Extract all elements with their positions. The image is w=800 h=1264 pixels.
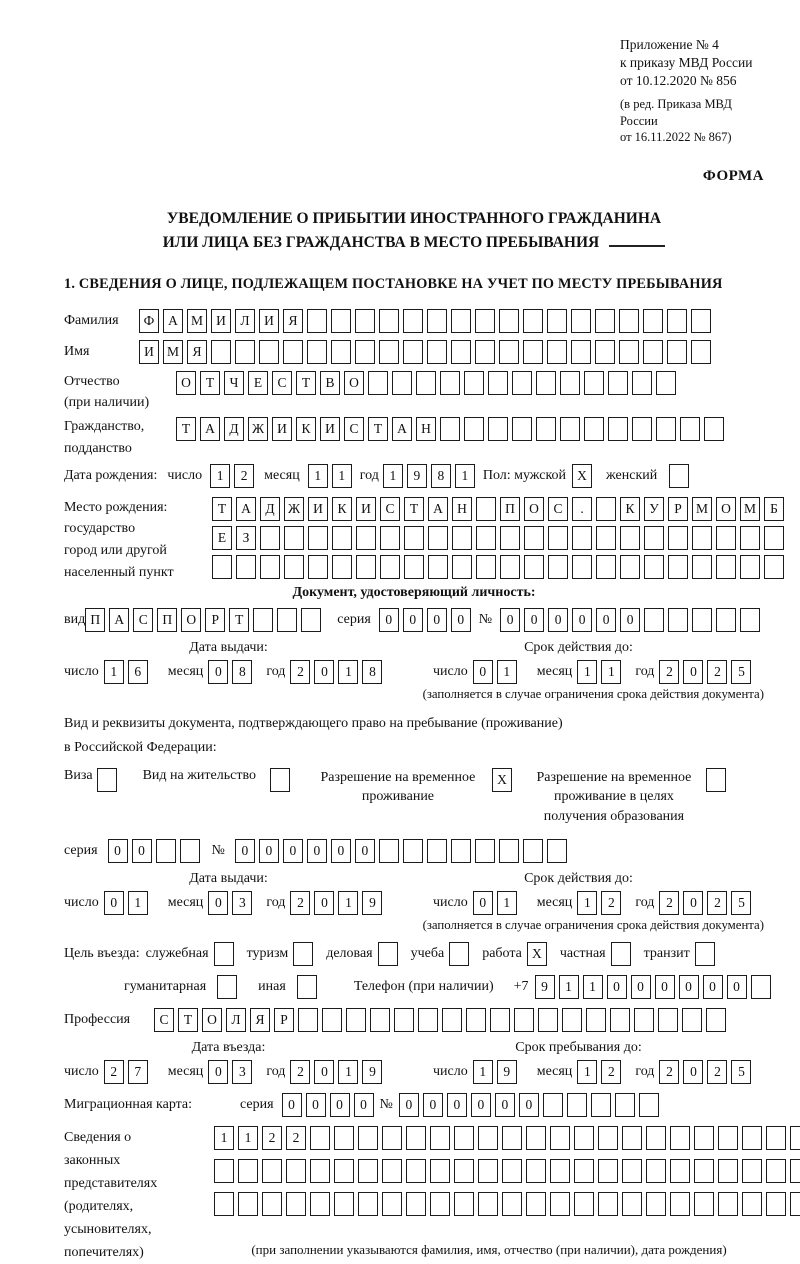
- residence-validity-note: (заполняется в случае ограничения срока действия документа): [422, 917, 764, 932]
- purpose-humanitarian: гуманитарная: [124, 975, 241, 999]
- edu-permit-option: [530, 768, 730, 827]
- residence-permit-option: [143, 768, 294, 792]
- birth-place-cells-row2[interactable]: Е З: [212, 526, 788, 550]
- id-doc-number-label: №: [478, 612, 493, 628]
- migration-number-label: №: [379, 1096, 393, 1112]
- purpose-row-1: [64, 942, 764, 966]
- month-label: месяц: [264, 467, 300, 483]
- forma-label: ФОРМА: [702, 168, 764, 185]
- entry-day-cells[interactable]: 2 7: [104, 1060, 152, 1084]
- birth-date-row: [64, 464, 764, 488]
- residence-issue-day-cells[interactable]: 0 1: [104, 891, 152, 915]
- residence-doc-options: [64, 768, 764, 827]
- residence-series-cells[interactable]: 0 0: [108, 839, 204, 863]
- form-title-line1: УВЕДОМЛЕНИЕ О ПРИБЫТИИ ИНОСТРАННОГО ГРАЖДАНИНА: [166, 210, 662, 228]
- purpose-study: учеба: [411, 942, 474, 966]
- purpose-private: частная: [560, 942, 635, 966]
- entry-date-title: Дата въезда:: [191, 1039, 266, 1055]
- representatives-cells-row2[interactable]: [214, 1159, 800, 1183]
- surname-label: Фамилия: [64, 312, 119, 328]
- id-doc-valid-year-cells[interactable]: 2 0 2 5: [659, 660, 755, 684]
- given-name-cells[interactable]: И М Я: [139, 340, 715, 364]
- migration-card-label: Миграционная карта:: [64, 1096, 193, 1112]
- citizenship-label: Гражданство, подданство: [64, 419, 145, 456]
- id-doc-issue-title: Дата выдачи:: [189, 640, 268, 656]
- visa-option: [64, 768, 121, 792]
- birth-place-label: Место рождения: государство город или другой населенный пункт: [64, 499, 174, 580]
- temp-permit-checkbox[interactable]: X: [492, 768, 516, 792]
- purpose-transit-checkbox[interactable]: [695, 942, 719, 966]
- sex-male-checkbox[interactable]: X: [572, 464, 596, 488]
- purpose-official-checkbox[interactable]: [214, 942, 238, 966]
- purpose-tourism-checkbox[interactable]: [293, 942, 317, 966]
- section-1-title: 1. СВЕДЕНИЯ О ЛИЦЕ, ПОДЛЕЖАЩЕМ ПОСТАНОВКЕ НА УЧЕТ ПО МЕСТУ ПРЕБЫВАНИЯ: [64, 275, 723, 292]
- residence-issue-month-cells[interactable]: 0 3: [208, 891, 256, 915]
- purpose-work-checkbox[interactable]: X: [527, 942, 551, 966]
- id-doc-number-cells[interactable]: 0 0 0 0 0 0: [500, 608, 764, 632]
- residence-doc-dates-block: Дата выдачи: число 0 1 месяц 0 3 год 2 0 1 9 Срок действия до: число 0 1 месяц 1 2 год 2 0 2 5 (заполняется в случае ограничения срока действия документа): [64, 870, 764, 932]
- edu-permit-checkbox[interactable]: [706, 768, 730, 792]
- stay-until-title: Срок пребывания до:: [515, 1039, 642, 1055]
- residence-valid-title: Срок действия до:: [524, 870, 633, 886]
- id-doc-dates-block: Дата выдачи: число 1 6 месяц 0 8 год 2 0 1 8 Срок действия до: число 0 1 месяц 1 1 год 2 0 2 5 (заполняется в случае ограничения срока действия документа): [64, 640, 764, 702]
- representatives-cells-row3[interactable]: [214, 1192, 800, 1216]
- id-doc-series-label: серия: [337, 612, 371, 628]
- residence-series-label: серия: [64, 842, 98, 858]
- id-doc-valid-month-cells[interactable]: 1 1: [577, 660, 625, 684]
- stay-year-cells[interactable]: 2 0 2 5: [659, 1060, 755, 1084]
- purpose-study-checkbox[interactable]: [449, 942, 473, 966]
- representatives-note: (при заполнении указываются фамилия, имя, отчество (при наличии), дата рождения): [251, 1242, 727, 1258]
- visa-label: Виза: [64, 767, 93, 783]
- stay-day-cells[interactable]: 1 9: [473, 1060, 521, 1084]
- header-edit-note: (в ред. Приказа МВД России: [620, 96, 732, 128]
- birth-day-cells[interactable]: 1 2: [210, 464, 258, 488]
- header-edit-note: от 16.11.2022 № 867): [620, 130, 732, 145]
- patronymic-cells[interactable]: О Т Ч Е С Т В О: [176, 371, 680, 395]
- birth-year-cells[interactable]: 1 9 8 1: [383, 464, 479, 488]
- header-line: от 10.12.2020 № 856: [620, 73, 737, 89]
- given-name-label: Имя: [64, 343, 90, 359]
- surname-cells[interactable]: Ф А М И Л И Я: [139, 309, 715, 333]
- id-doc-issue-year-cells[interactable]: 2 0 1 8: [290, 660, 386, 684]
- title-blank-line: [609, 233, 665, 247]
- purpose-official: служебная: [146, 942, 238, 966]
- phone-label: Телефон (при наличии): [353, 978, 494, 994]
- header-line: к приказу МВД России: [620, 55, 753, 71]
- purpose-private-checkbox[interactable]: [611, 942, 635, 966]
- patronymic-row: [64, 371, 764, 414]
- representatives-cells-row1[interactable]: 1 1 2 2: [214, 1126, 800, 1150]
- residence-issue-title: Дата выдачи:: [189, 870, 268, 886]
- patronymic-label: Отчество (при наличии): [64, 373, 150, 411]
- id-doc-validity-note: (заполняется в случае ограничения срока действия документа): [422, 687, 764, 702]
- year-label: год: [359, 467, 379, 483]
- purpose-work: работа X: [482, 942, 551, 966]
- residence-permit-checkbox[interactable]: [270, 768, 294, 792]
- stay-month-cells[interactable]: 1 2: [577, 1060, 625, 1084]
- residence-doc-series-row: [64, 839, 764, 863]
- birth-place-row: [64, 497, 778, 584]
- entry-year-cells[interactable]: 2 0 1 9: [290, 1060, 386, 1084]
- birth-date-label: Дата рождения:: [64, 467, 158, 483]
- id-doc-series-cells[interactable]: 0 0 0 0: [379, 608, 475, 632]
- purpose-humanitarian-checkbox[interactable]: [217, 975, 241, 999]
- residence-number-label: №: [211, 842, 225, 858]
- profession-row: [64, 1008, 764, 1032]
- migration-number-cells[interactable]: 0 0 0 0 0 0: [399, 1093, 663, 1117]
- temp-permit-option: [312, 768, 516, 807]
- header-line: Приложение № 4: [620, 37, 719, 52]
- residence-permit-label: Вид на жительство: [142, 767, 256, 783]
- citizenship-cells[interactable]: Т А Д Ж И К И С Т А Н: [176, 417, 728, 441]
- birth-place-cells-row3[interactable]: [212, 555, 788, 579]
- purpose-business: деловая: [326, 942, 401, 966]
- phone-prefix: +7: [513, 978, 529, 994]
- residence-doc-intro: Вид и реквизиты документа, подтверждающего право на пребывание (проживание) в Российской Федерации:: [64, 716, 563, 756]
- representatives-label: Сведения о законных представителях (родителях, усыновителях, попечителях): [64, 1129, 158, 1261]
- id-doc-issue-month-cells[interactable]: 0 8: [208, 660, 256, 684]
- form-title: [64, 207, 764, 254]
- given-name-row: [64, 340, 764, 364]
- temp-permit-label: Разрешение на временное проживание: [320, 769, 476, 805]
- id-doc-issue-day-cells[interactable]: 1 6: [104, 660, 152, 684]
- migration-card-row: [64, 1093, 764, 1117]
- birth-place-cells-row1[interactable]: Т А Д Ж И К И С Т А Н П О С . К У Р М О М Б: [212, 497, 788, 521]
- id-doc-kind-cells[interactable]: П А С П О Р Т: [85, 608, 325, 632]
- entry-dates-block: Дата въезда: число 2 7 месяц 0 3 год 2 0 1 9 Срок пребывания до: число 1 9 месяц 1 2 год 2 0 2 5: [64, 1040, 764, 1084]
- migration-series-cells[interactable]: 0 0 0 0: [282, 1093, 378, 1117]
- citizenship-row: [64, 416, 764, 459]
- edu-permit-label: Разрешение на временное проживание в целях получения образования: [536, 769, 692, 825]
- id-document-row: [64, 608, 764, 632]
- profession-label: Профессия: [64, 1011, 131, 1027]
- day-label: число: [167, 467, 203, 483]
- entry-month-cells[interactable]: 0 3: [208, 1060, 256, 1084]
- residence-issue-year-cells[interactable]: 2 0 1 9: [290, 891, 386, 915]
- purpose-other-checkbox[interactable]: [297, 975, 321, 999]
- form-title-line2: ИЛИ ЛИЦА БЕЗ ГРАЖДАНСТВА В МЕСТО ПРЕБЫВАНИЯ: [162, 233, 600, 251]
- profession-cells[interactable]: С Т О Л Я Р: [154, 1008, 730, 1032]
- migration-series-label: серия: [240, 1096, 274, 1112]
- birth-month-cells[interactable]: 1 1: [308, 464, 356, 488]
- sex-female-label: женский: [606, 467, 658, 483]
- residence-number-cells[interactable]: 0 0 0 0 0 0: [235, 839, 571, 863]
- residence-valid-day-cells[interactable]: 0 1: [473, 891, 521, 915]
- sex-male-label: Пол: мужской: [482, 467, 567, 483]
- sex-female-checkbox[interactable]: [669, 464, 693, 488]
- purpose-row-2: [64, 975, 764, 999]
- surname-row: [64, 309, 764, 333]
- id-doc-valid-day-cells[interactable]: 0 1: [473, 660, 521, 684]
- id-doc-valid-title: Срок действия до:: [524, 640, 633, 656]
- purpose-transit: транзит: [644, 942, 719, 966]
- header-reference: [620, 36, 764, 146]
- id-document-section-title: Документ, удостоверяющий личность:: [292, 585, 536, 601]
- purpose-other: иная: [258, 975, 321, 999]
- purpose-tourism: туризм: [247, 942, 318, 966]
- residence-valid-month-cells[interactable]: 1 2: [577, 891, 625, 915]
- id-doc-kind-label: вид: [64, 612, 86, 628]
- phone-cells[interactable]: 9 1 1 0 0 0 0 0 0: [535, 975, 775, 999]
- purpose-business-checkbox[interactable]: [378, 942, 402, 966]
- residence-valid-year-cells[interactable]: 2 0 2 5: [659, 891, 755, 915]
- visa-checkbox[interactable]: [97, 768, 121, 792]
- purpose-label: Цель въезда:: [64, 945, 140, 961]
